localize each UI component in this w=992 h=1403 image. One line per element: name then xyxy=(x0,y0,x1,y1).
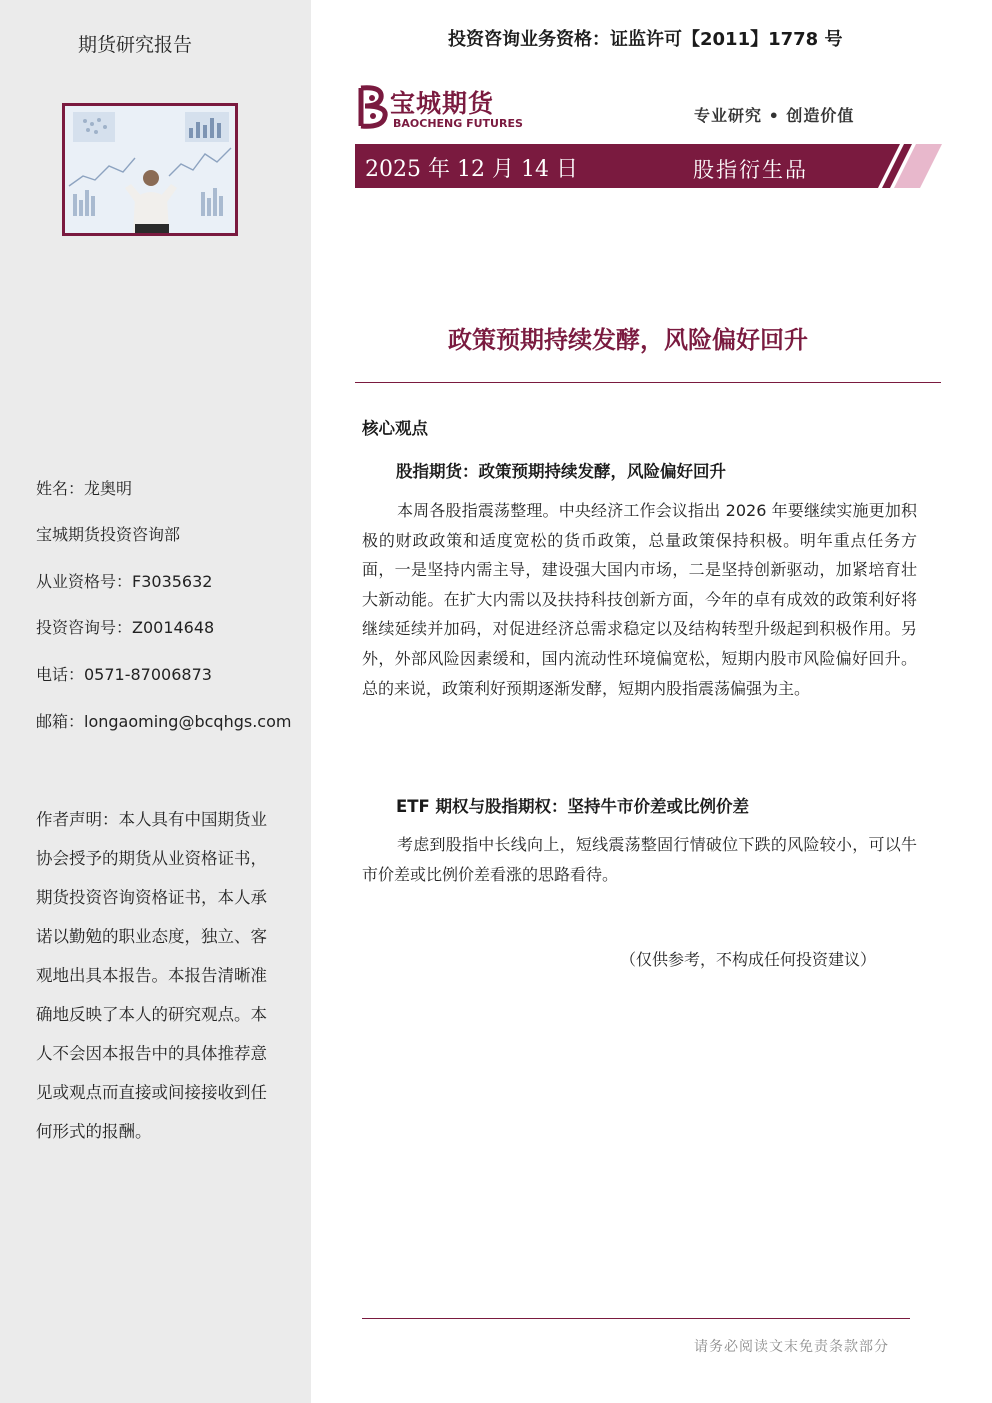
banner-stripes xyxy=(852,144,942,188)
stock-index-futures-paragraph: 本周各股指震荡整理。中央经济工作会议指出 2026 年要继续实施更加积极的财政政策和适度宽松的货币政策，总量政策保持积极。明年重点任务方面，一是坚持内需主导，建设强大国内市场，二是坚持创新驱动，加紧培育壮大新动能。在扩大内需以及扶持科技创新方面，今年的卓有成效的政策利好将继续延续并加码，对促进经济总需求稳定以及结构转型升级起到积极作用。另外，外部风险因素缓和，国内流动性环境偏宽松，短期内股市风险偏好回升。总的来说，政策利好预期逐渐发酵，短期内股指震荡偏强为主。 xyxy=(362,501,917,698)
section-label: 核心观点 xyxy=(362,419,428,438)
logo-english-name: BAOCHENG FUTURES xyxy=(393,117,523,130)
author-disclaimer: 作者声明：本人具有中国期货业协会授予的期货从业资格证书，期货投资咨询资格证书，本人承诺以勤勉的职业态度，独立、客观地出具本报告。本报告清晰准确地反映了本人的研究观点。本人不会因本报告中的具体推荐意见或观点而直接或间接接收到任何形式的报酬。 xyxy=(36,810,267,1141)
sidebar xyxy=(0,0,311,1403)
report-category: 股指衍生品 xyxy=(693,158,808,182)
company-logo xyxy=(355,84,525,132)
author-name: 姓名：龙奥明 xyxy=(36,479,133,498)
footer-notice: 请务必阅读文末免责条款部分 xyxy=(694,1339,889,1355)
report-headline: 政策预期持续发酵，风险偏好回升 xyxy=(448,326,808,354)
phone: 电话：0571-87006873 xyxy=(36,665,212,684)
qualification-number: 从业资格号：F3035632 xyxy=(36,572,213,591)
report-date: 2025 年 12 月 14 日 xyxy=(365,157,578,182)
logo-mark-icon xyxy=(355,84,389,130)
stock-index-futures-heading: 股指期货：政策预期持续发酵，风险偏好回升 xyxy=(396,462,726,481)
consulting-number: 投资咨询号：Z0014648 xyxy=(36,618,215,637)
analyst-illustration xyxy=(65,106,235,233)
options-paragraph: 考虑到股指中长线向上，短线震荡整固行情破位下跌的风险较小，可以牛市价差或比例价差看涨的思路看待。 xyxy=(362,835,917,884)
department: 宝城期货投资咨询部 xyxy=(36,525,181,544)
report-type-label: 期货研究报告 xyxy=(78,34,193,56)
footer-divider xyxy=(362,1318,910,1319)
options-heading: ETF 期权与股指期权：坚持牛市价差或比例价差 xyxy=(396,797,750,816)
logo-chinese-name: 宝城期货 xyxy=(390,89,495,118)
slogan: 专业研究 • 创造价值 xyxy=(694,106,855,125)
cover-image xyxy=(62,103,238,236)
email: 邮箱：longaoming@bcqhgs.com xyxy=(36,712,292,731)
license-statement: 投资咨询业务资格：证监许可【2011】1778 号 xyxy=(448,29,843,50)
investment-note: （仅供参考，不构成任何投资建议） xyxy=(620,950,877,969)
headline-divider xyxy=(355,382,941,383)
